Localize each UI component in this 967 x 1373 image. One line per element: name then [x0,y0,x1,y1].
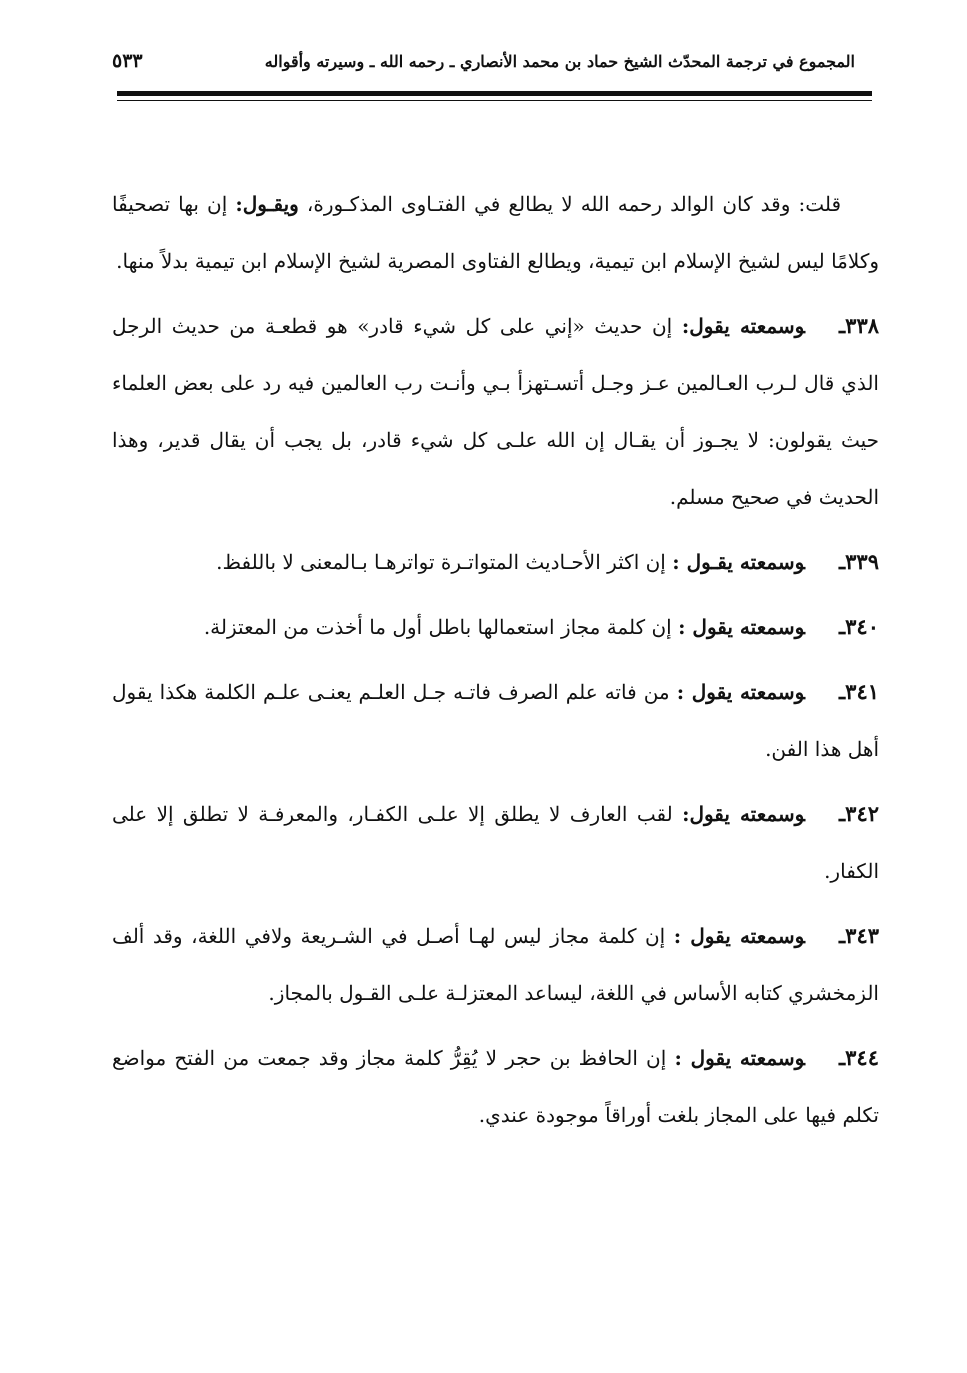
page-number: ٥٣٣ [112,50,143,72]
entry-lead: وسمعته يقول : [678,615,805,639]
entry-lead: وسمعته يقـول : [672,550,805,574]
header-title: المجموع في ترجمة المحدّث الشيخ حماد بن محمد الأنصاري ـ رحمه الله ـ وسيرته وأقواله [264,51,855,71]
intro-rest: إن بها تصحيفًا وكلامًا ليس لشيخ الإسلام ابن تيمية، ويطالع الفتاوى المصرية لشيخ الإسلام ابن تيمية بدلاً منها. [112,192,879,273]
entry-number: ٣٣٩ـ [839,549,879,574]
header-rule-thin [117,100,872,101]
entry-number: ٣٤٣ـ [839,923,880,948]
entry-338 [112,297,879,526]
entry-number: ٣٤٠ـ [839,614,879,639]
entry-339 [112,533,879,591]
entry-343 [112,907,879,1022]
entry-number: ٣٤٤ـ [839,1045,879,1070]
header-rule-thick [117,91,872,96]
entry-text: من فاته علم الصرف فاتـه جـل العلـم يعنـى علـم الكلمة هكذا يقول أهل هذا الفن. [112,680,879,761]
entry-text: إن حديث «إني على كل شيء قادر» هو قطعـة من حديث الرجل الذي قال لـرب العـالمين عـز وجـل أتسـتهزأ بـي وأنـت رب العالمين فيه رد على بعض العلماء حيث يقولون: لا يجـوز أن يقـال إن الله علـى كل شيء قادر، بل يجب أن يقال قدير، وهذا الحديث في صحيح مسلم. [112,314,879,509]
entry-341 [112,663,879,778]
entry-text: إن اكثر الأحـاديث المتواتـرة تواترهـا بـالمعنى لا باللفظ. [216,550,666,574]
entry-lead: وسمعته يقول : [676,680,806,704]
entry-number: ٣٣٨ـ [839,313,880,338]
entry-lead: وسمعته يقول: [681,314,806,338]
entry-lead: وسمعته يقول : [674,1046,805,1070]
entry-text: إن الحافظ بن حجر لا يُقِرُّ كلمة مجاز وقد جمعت من الفتح مواضع تكلم فيها على المجاز بلغت أوراقاً موجودة عندي. [112,1046,879,1127]
entry-340 [112,598,879,656]
entry-text: إن كلمة مجاز استعمالها باطل أول ما أخذت من المعتزلة. [203,615,672,639]
entry-lead: وسمعته يقول : [673,924,806,948]
intro-text: قلت: وقد كان الوالد رحمه الله لا يطالع في الفتـاوى المذكـورة، [306,192,842,216]
running-header [112,44,855,78]
entry-lead: وسمعته يقول: [682,802,806,826]
entry-number: ٣٤١ـ [839,679,880,704]
page-body [112,176,879,1151]
entry-344 [112,1029,879,1144]
entry-number: ٣٤٢ـ [839,801,880,826]
entry-text: إن كلمة مجاز ليس لهـا أصـل في الشـريعة ولافي اللغة، وقد ألف الزمخشري كتابه الأساس في اللغة، ليساعد المعتزلـة علـى القـول بالمجاز. [112,924,879,1005]
entry-text: لقب العارف لا يطلق إلا علـى الكفـار، والمعرفـة لا تطلق إلا على الكفار. [112,802,879,883]
entry-342 [112,785,879,900]
intro-paragraph [112,176,879,290]
intro-bold-quote: ويقـول: [235,192,299,216]
